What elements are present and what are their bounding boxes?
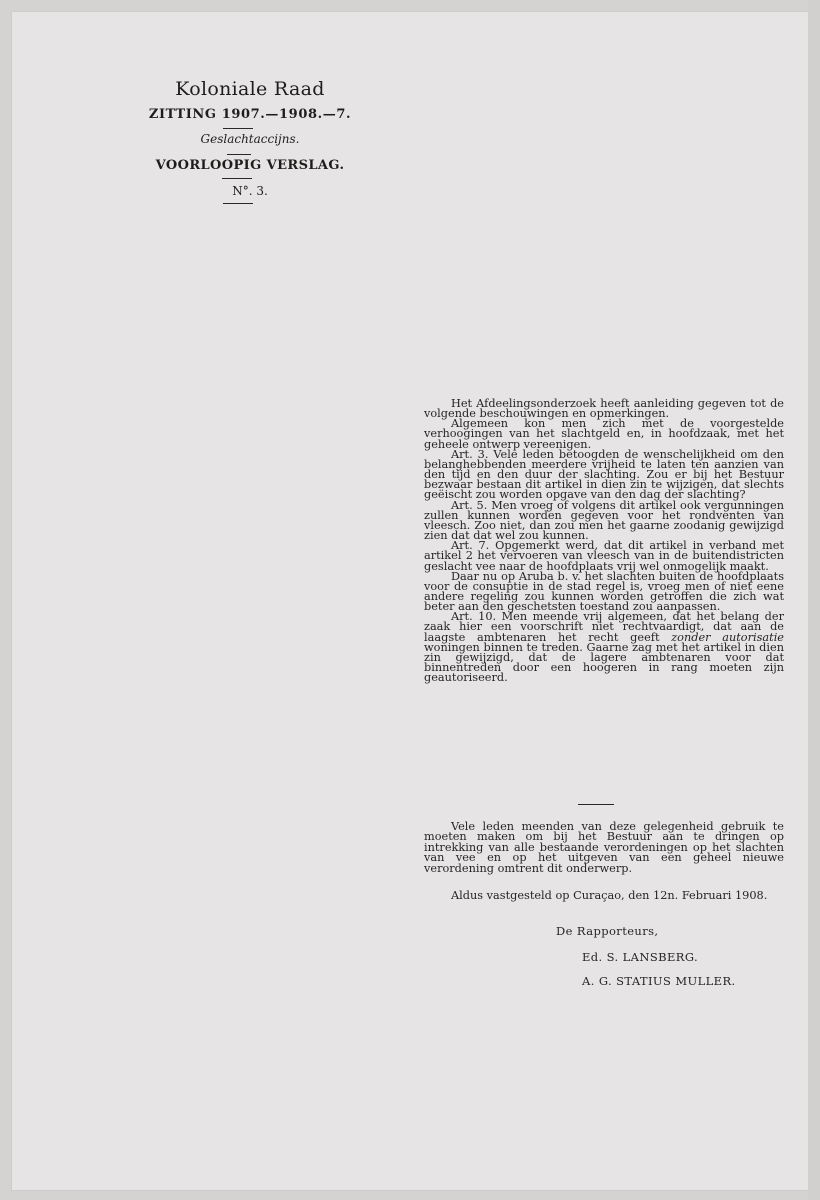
section-separator [578, 804, 614, 805]
art-10-text-a: Art. 10. Men meende vrij algemeen, dat het belang der zaak hier een voorschrift niet rechtvaardigt, dat aan de laagste ambtenaren het recht geeft [424, 610, 784, 644]
closing-section [424, 822, 784, 874]
document-number: N°. 3. [232, 184, 268, 198]
header-rule-2 [227, 154, 251, 155]
header-rule-3 [222, 178, 252, 179]
paragraph-new-regulation: Vele leden meenden van deze gelegenheid gebruik te moeten maken om bij het Bestuur aan te dringen op intrekking van alle bestaande verordeningen op het slachten van vee en op het uitgeven van een geheel nieuwe verordening omtrent dit onderwerp. [424, 820, 784, 875]
report-kind: VOORLOOPIG VERSLAG. [155, 158, 345, 173]
header-rule-4 [223, 203, 253, 204]
paragraph-art-7: Art. 7. Opgemerkt werd, dat dit artikel in verband met artikel 2 het vervoeren van vleesch van in de buitendistricten geslacht vee naar de hoofdplaats vrij wel onmogelijk maakt. [424, 539, 784, 573]
council-title: Koloniale Raad [175, 78, 325, 100]
rapporteurs-label: De Rapporteurs, [556, 924, 659, 938]
rapporteur-statius-muller: A. G. STATIUS MULLER. [582, 974, 736, 988]
paragraph-art-5: Art. 5. Men vroeg of volgens dit artikel ook vergunningen zullen kunnen worden gegeven voor het rondventen van vleesch. Zoo niet, dan zou men het gaarne zoodanig gewijzigd zien dat dat wel zou kunnen. [424, 498, 784, 543]
paragraph-art-3: Art. 3. Vele leden betoogden de wenschelijkheid om den belanghebbenden meerdere vrijheid te laten ten aanzien van den tijd en den duur der slachting. Zou er bij het Bestuur bezwaar bestaan dit artikel in dien zin te wijzigen, dat slechts geëischt zou worden opgave van den dag der slachting? [424, 447, 784, 502]
session-line: ZITTING 1907.—1908.—7. [148, 107, 352, 122]
paragraph-general: Algemeen kon men zich met de voorgestelde verhoogingen van het slachtgeld en, in hoofdzaak, met het geheele ontwerp vereenigen. [424, 417, 784, 451]
art-10-text-b: woningen binnen te treden. Gaarne zag met het artikel in dien zin gewijzigd, dat de lagere ambtenaren voor dat binnentreden door een hoogeren in rang moeten zijn geautoriseerd. [424, 640, 784, 685]
report-body [424, 399, 784, 683]
paragraph-art-10 [424, 612, 784, 683]
scan-edge [808, 0, 820, 1200]
paragraph-intro: Het Afdeelingsonderzoek heeft aanleiding gegeven tot de volgende beschouwingen en opmerkingen. [424, 397, 784, 421]
paragraph-aruba: Daar nu op Aruba b. v. het slachten buiten de hoofdplaats voor de consuptie in de stad regel is, vroeg men of niet eene andere regeling zou kunnen worden getroffen die zich wat beter aan den geschetsten toestand zou aanpassen. [424, 569, 784, 614]
rapporteur-lansberg: Ed. S. LANSBERG. [582, 950, 699, 964]
art-10-italic: zonder autorisatie [671, 630, 784, 644]
dated-line-block [424, 890, 784, 903]
header-rule-1 [223, 128, 253, 129]
subject-line: Geslachtaccijns. [200, 132, 300, 146]
dated-line: Aldus vastgesteld op Curaçao, den 12n. Februari 1908. [451, 889, 768, 902]
